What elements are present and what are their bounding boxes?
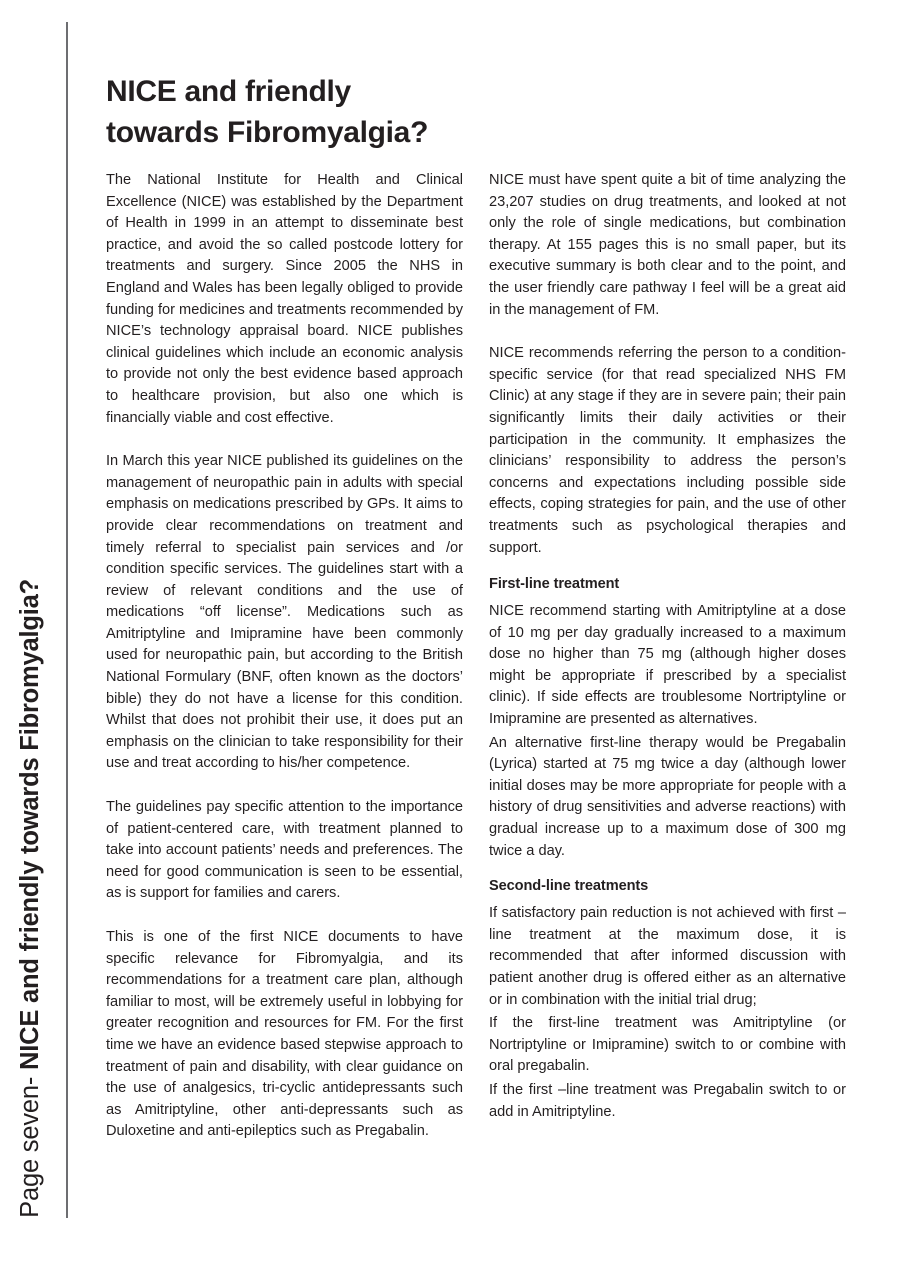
paragraph: In March this year NICE published its guidelines on the management of neuropathic pain in adults with special emphasis on medications prescribed by GPs. It aims to provide clear recommendations on treatment and timely referral to specialist pain services and /or condition specific services. The guidelines start with a review of relevant conditions and the use of medications “off license”. Medications such as Amitriptyline and Imipramine have been commonly used for neuropathic pain, but according to the British National Formulary (BNF, often known as the doctors’ bible) they do not have a license for this condition. Whilst that does not prohibit their use, it does put an emphasis on the clinician to take responsibility for their use and treat according to his/her competence. <box>106 453 463 772</box>
section-heading-first-line-treatment: First-line treatment <box>489 576 620 593</box>
page-title-line-2: towards Fibromyalgia? <box>106 115 429 149</box>
paragraph: The National Institute for Health and Clinical Excellence (NICE) was established by the Department of Health in 1999 in an attempt to disseminate best practice, and avoid the so called postcode lottery for treatments and surgery. Since 2005 the NHS in England and Wales has been legally obliged to provide funding for medicines and treatments recommended by NICE’s technology appraisal board. NICE publishes clinical guidelines which include an economic analysis to provide not only the best evidence based approach to healthcare provision, but also one which is financially viable and cost effective. <box>106 172 463 426</box>
section-heading-second-line-treatments: Second-line treatments <box>489 878 649 895</box>
paragraph: The guidelines pay specific attention to the importance of patient-centered care, with treatment planned to take into account patients’ needs and preferences. The need for good communication is seen to be essential, as is support for families and carers. <box>106 799 463 902</box>
paragraph: If the first –line treatment was Pregabalin switch to or add in Amitriptyline. <box>489 1081 846 1120</box>
paragraph: This is one of the first NICE documents to have specific relevance for Fibromyalgia, and its recommendations for a treatment care plan, although familiar to most, will be extremely useful in lobbying for greater recognition and resources for FM. For the first time we have an evidence based stepwise approach to treatment of pain and disability, with clear guidance on the use of analgesics, tri-cyclic antidepressants such as Amitriptyline, other anti-depressants such as Duloxetine and anti-epileptics such as Pregabalin. <box>106 929 463 1140</box>
sidebar-vertical-rule <box>66 22 68 1218</box>
paragraph: NICE recommends referring the person to a condition-specific service (for that read specialized NHS FM Clinic) at any stage if they are in severe pain; their pain significantly limits their daily activities or their participation in the community. It emphasizes the clinicians’ responsibility to address the person’s concerns and expectations including possible side effects, coping strategies for pain, and the use of other treatments such as psychological therapies and support. <box>489 345 846 556</box>
page-title <box>106 72 526 153</box>
paragraph: If the first-line treatment was Amitriptyline (or Nortriptyline or Imipramine) switch to or combine with oral pregabalin. <box>489 1015 846 1075</box>
page-title-line-1: NICE and friendly <box>106 75 351 109</box>
article-column-right <box>489 170 846 1143</box>
paragraph: NICE must have spent quite a bit of time analyzing the 23,207 studies on drug treatments, and looked at not only the role of single medications, but combination therapy. At 155 pages this is no small paper, but its executive summary is both clear and to the point, and the user friendly care pathway I feel will be a great aid in the management of FM. <box>489 172 846 318</box>
page-number-label: Page seven- <box>16 1070 45 1218</box>
article-column-left <box>106 170 463 1143</box>
article-title-label: NICE and friendly towards Fibromyalgia? <box>16 579 45 1071</box>
sidebar-running-head <box>0 0 62 1218</box>
paragraph: NICE recommend starting with Amitriptyline at a dose of 10 mg per day gradually increased to a maximum dose no higher than 75 mg (although higher doses might be appropriate if prescribed by a specialist clinic). If side effects are troublesome Nortriptyline or Imipramine are presented as alternatives. <box>489 603 846 728</box>
paragraph: If satisfactory pain reduction is not achieved with first –line treatment at the maximum dose, it is recommended that after informed discussion with patient another drug is offered either as an alternative or in combination with the initial trial drug; <box>489 905 846 1008</box>
article-body <box>106 170 846 1143</box>
sidebar-running-head-text <box>18 577 44 1218</box>
paragraph: An alternative first-line therapy would be Pregabalin (Lyrica) started at 75 mg twice a day (although lower initial doses may be more appropriate for people with a history of drug sensitivities and adverse reactions) with gradual increase up to a maximum dose of 300 mg twice a day. <box>489 734 846 859</box>
page-sidebar <box>0 0 68 1280</box>
